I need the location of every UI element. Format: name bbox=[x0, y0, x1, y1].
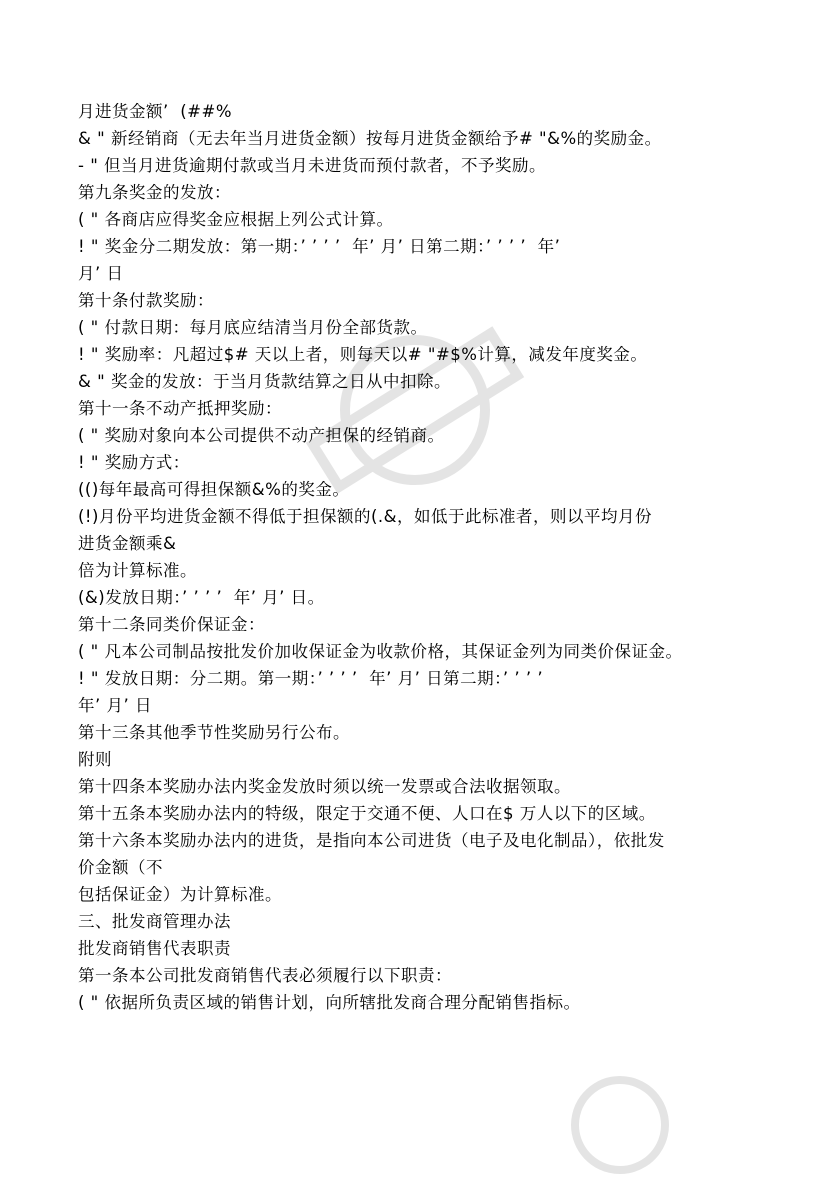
text-line: & " 新经销商（无去年当月进货金额）按每月进货金额给予# "&%的奖励金。 bbox=[78, 129, 662, 148]
text-line: ( " 凡本公司制品按批发价加收保证金为收款价格，其保证金列为同类价保证金。 bbox=[78, 642, 683, 661]
text-line: ! " 奖励方式： bbox=[78, 453, 190, 472]
text-line: 第十一条不动产抵押奖励： bbox=[78, 399, 282, 418]
text-line: 倍为计算标准。 bbox=[78, 561, 197, 580]
text-line: 价金额（不 bbox=[78, 858, 163, 877]
text-line: 年’ 月’ 日 bbox=[78, 696, 152, 715]
text-line: & " 奖金的发放：于当月货款结算之日从中扣除。 bbox=[78, 372, 451, 391]
text-line: 三、批发商管理办法 bbox=[78, 912, 231, 931]
text-line: 月’ 日 bbox=[78, 264, 124, 283]
text-line: 附则 bbox=[78, 750, 112, 769]
text-line: 第十条付款奖励： bbox=[78, 291, 214, 310]
text-line: 包括保证金）为计算标准。 bbox=[78, 885, 282, 904]
text-line: ( " 奖励对象向本公司提供不动产担保的经销商。 bbox=[78, 426, 445, 445]
text-line: (()每年最高可得担保额&%的奖金。 bbox=[78, 480, 350, 499]
text-line: 第一条本公司批发商销售代表必须履行以下职责： bbox=[78, 966, 452, 985]
watermark-logo-bottom bbox=[520, 1070, 720, 1180]
text-line: 批发商销售代表职责 bbox=[78, 939, 231, 958]
text-line: ! " 奖金分二期发放：第一期：’ ’ ’ ’ 年’ 月’ 日第二期：’ ’ ’ ’ 年’ bbox=[78, 237, 561, 256]
text-line: 进货金额乘& bbox=[78, 534, 177, 553]
text-line: 第十四条本奖励办法内奖金发放时须以统一发票或合法收据领取。 bbox=[78, 777, 571, 796]
text-line: ! " 奖励率：凡超过$# 天以上者，则每天以# "#$%计算，减发年度奖金。 bbox=[78, 345, 648, 364]
text-line: 第十五条本奖励办法内的特级，限定于交通不便、人口在$ 万人以下的区域。 bbox=[78, 804, 656, 823]
text-line: (&)发放日期：’ ’ ’ ’ 年’ 月’ 日。 bbox=[78, 588, 325, 607]
text-line: 第十六条本奖励办法内的进货，是指向本公司进货（电子及电化制品），依批发 bbox=[78, 831, 665, 850]
text-line: 第十二条同类价保证金： bbox=[78, 615, 265, 634]
text-line: 第九条奖金的发放： bbox=[78, 183, 231, 202]
text-line: ! " 发放日期：分二期。第一期：’ ’ ’ ’ 年’ 月’ 日第二期：’ ’ ’ ’ bbox=[78, 669, 544, 688]
text-line: 月进货金额’ (##% bbox=[78, 102, 233, 121]
text-line: 第十三条其他季节性奖励另行公布。 bbox=[78, 723, 350, 742]
text-line: ( " 付款日期：每月底应结清当月份全部货款。 bbox=[78, 318, 428, 337]
text-line: (!)月份平均进货金额不得低于担保额的(.&，如低于此标准者，则以平均月份 bbox=[78, 507, 653, 526]
text-line: ( " 各商店应得奖金应根据上列公式计算。 bbox=[78, 210, 394, 229]
text-line: ( " 依据所负责区域的销售计划，向所辖批发商合理分配销售指标。 bbox=[78, 993, 581, 1012]
text-line: - " 但当月进货逾期付款或当月未进货而预付款者，不予奖励。 bbox=[78, 156, 547, 175]
document-body bbox=[78, 98, 768, 1016]
